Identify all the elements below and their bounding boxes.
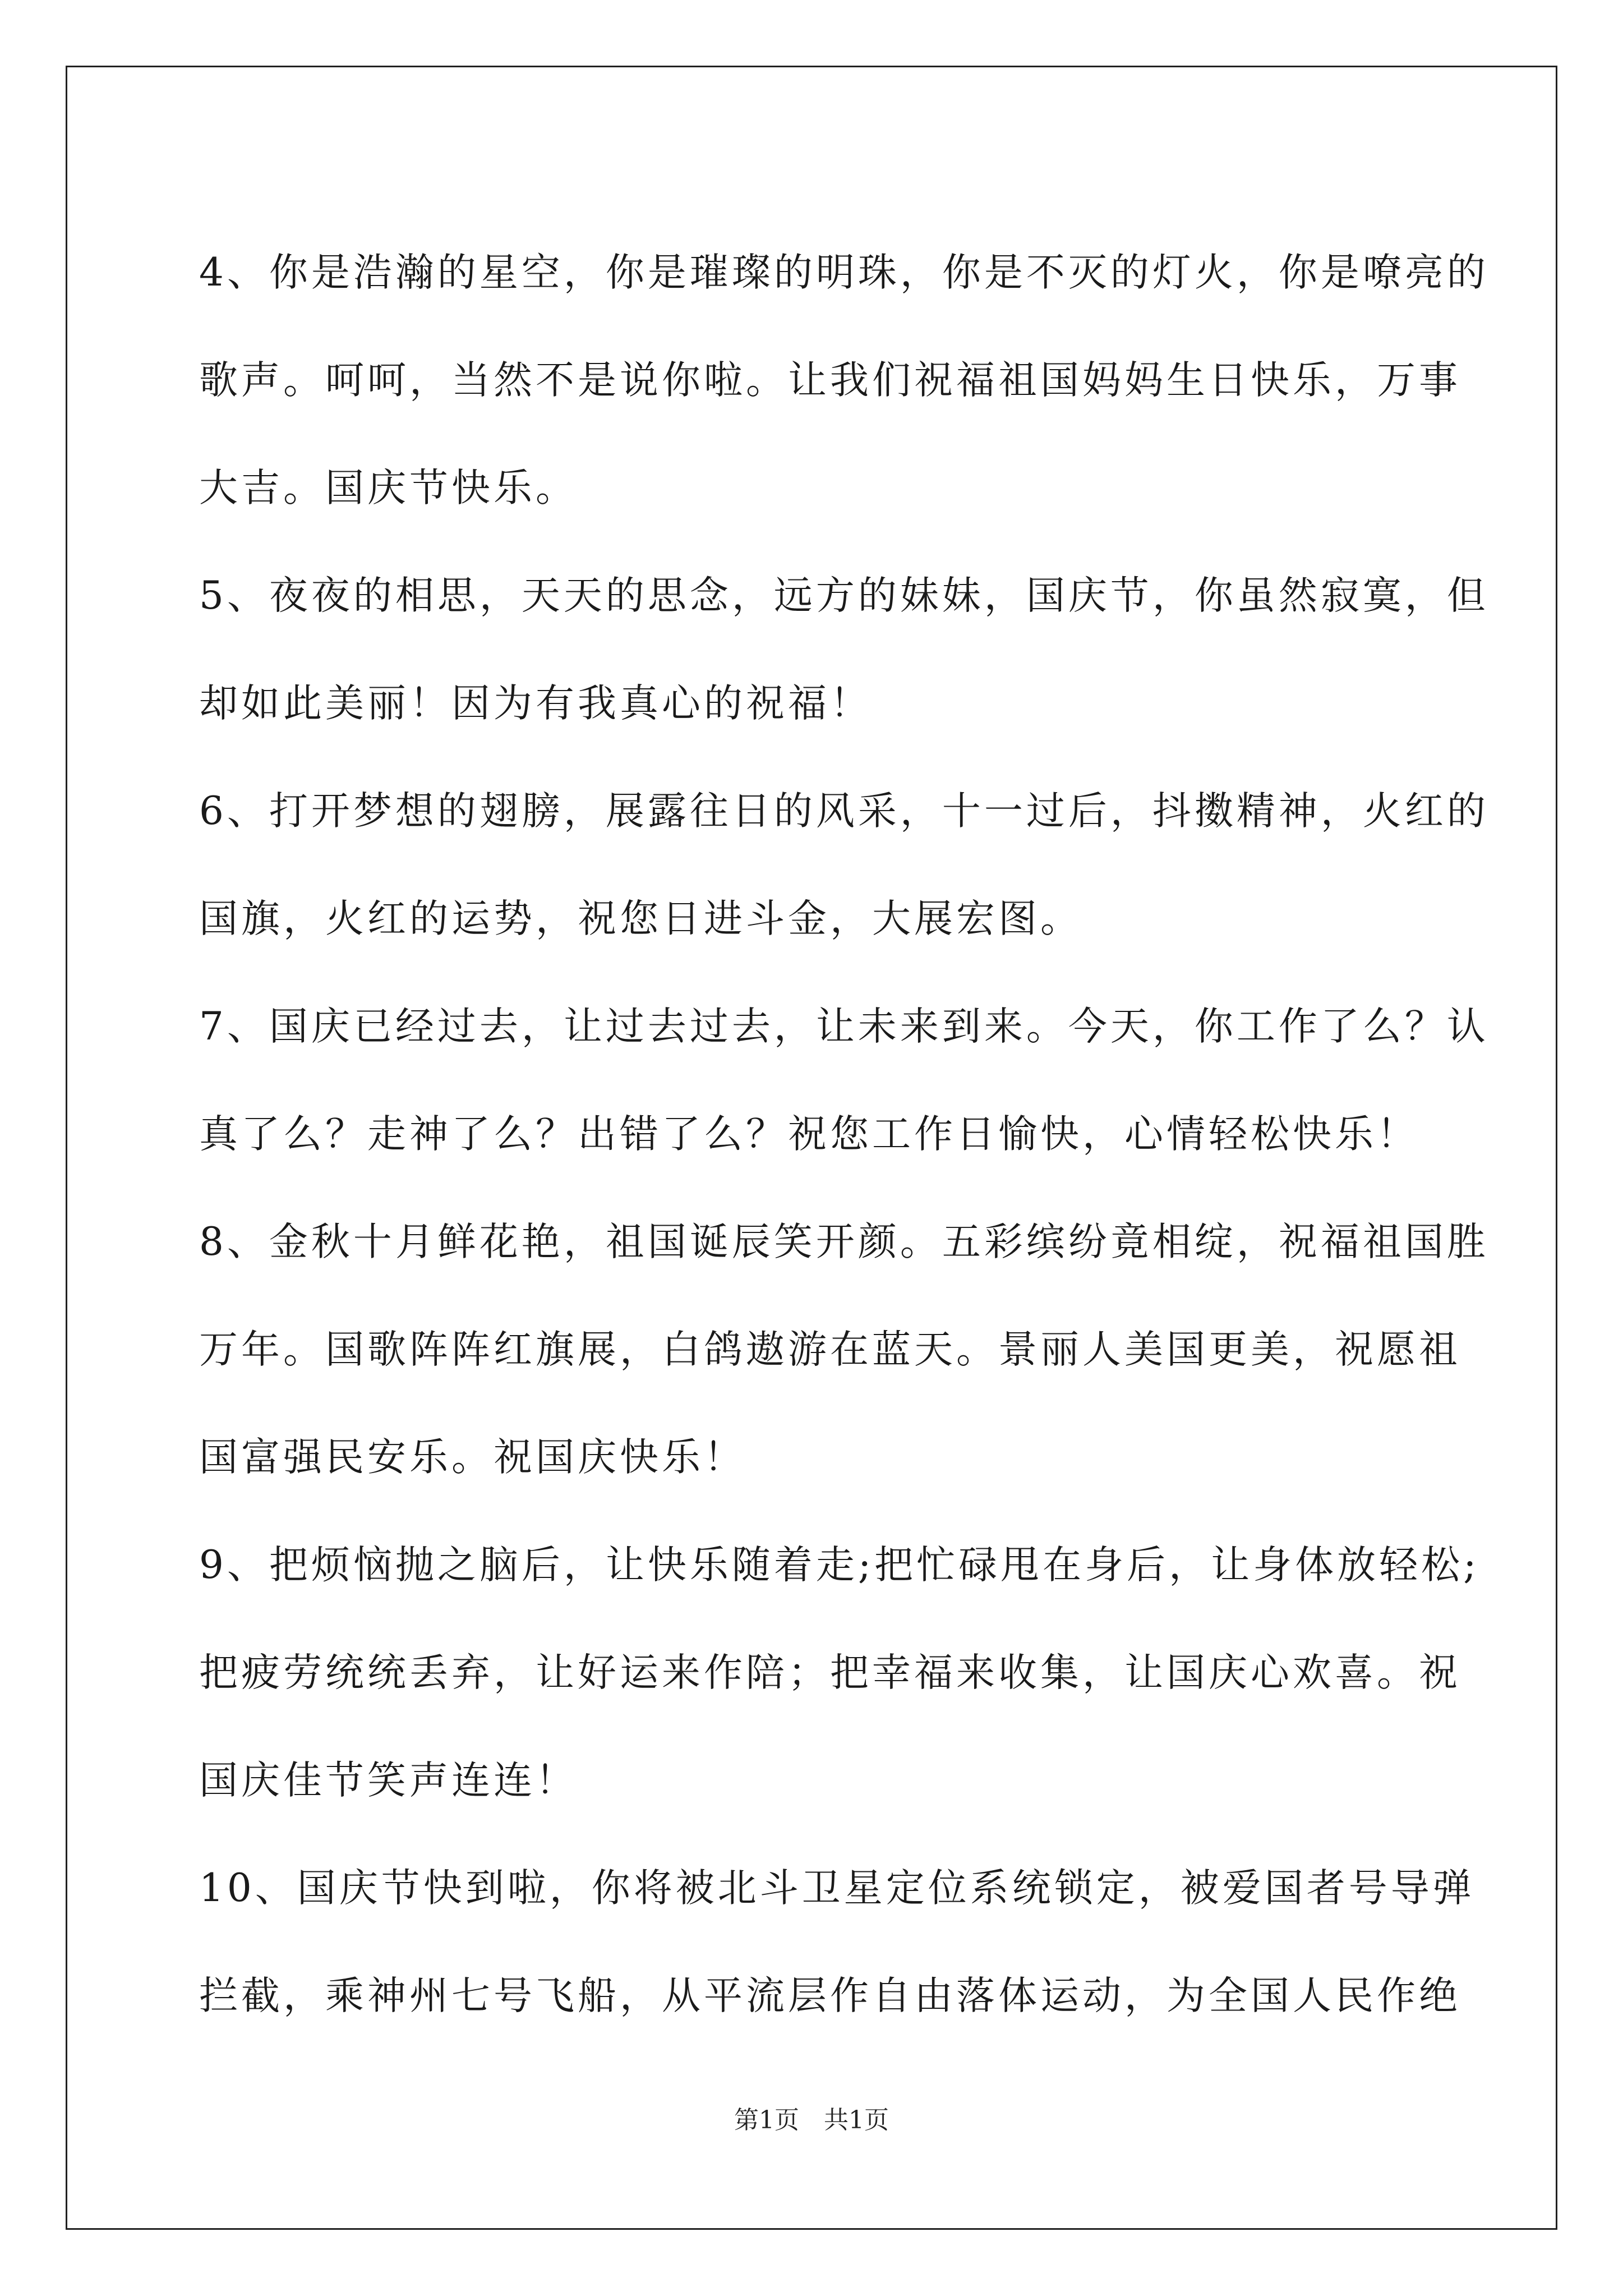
- paragraph-5: [199, 542, 1489, 757]
- text-line: 10、国庆节快到啦，你将被北斗卫星定位系统锁定，被爱国者号导弹: [199, 1866, 1475, 1911]
- text-line: 把疲劳统统丢弃，让好运来作陪；把幸福来收集，让国庆心欢喜。祝: [199, 1650, 1461, 1695]
- paragraph-4: [199, 219, 1489, 542]
- text-line: 万年。国歌阵阵红旗展，白鸽遨游在蓝天。景丽人美国更美，祝愿祖: [199, 1327, 1461, 1372]
- paragraph-9: [199, 1511, 1480, 1834]
- text-line: 拦截，乘神州七号飞船，从平流层作自由落体运动，为全国人民作绝: [199, 1973, 1461, 2018]
- text-line: 7、国庆已经过去，让过去过去，让未来到来。今天，你工作了么？认: [199, 1004, 1489, 1049]
- text-line: 5、夜夜的相思，天天的思念，远方的妹妹，国庆节，你虽然寂寞，但: [199, 573, 1489, 618]
- text-line: 国旗，火红的运势，祝您日进斗金，大展宏图。: [199, 896, 1082, 941]
- page-footer: [0, 2104, 1623, 2137]
- page-number: 第1页 共1页: [734, 2106, 889, 2134]
- document-body: [199, 219, 1489, 2050]
- text-line: 9、把烦恼抛之脑后，让快乐随着走;把忙碌甩在身后，让身体放轻松;: [199, 1543, 1480, 1588]
- text-line: 大吉。国庆节快乐。: [199, 466, 578, 510]
- text-line: 国庆佳节笑声连连！: [199, 1758, 578, 1803]
- text-line: 却如此美丽！因为有我真心的祝福！: [199, 681, 872, 726]
- paragraph-7: [199, 973, 1489, 1188]
- paragraph-8: [199, 1188, 1489, 1511]
- text-line: 4、你是浩瀚的星空，你是璀璨的明珠，你是不灭的灯火，你是嘹亮的: [199, 250, 1489, 295]
- text-line: 6、打开梦想的翅膀，展露往日的风采，十一过后，抖擞精神，火红的: [199, 789, 1489, 834]
- text-line: 真了么？走神了么？出错了么？祝您工作日愉快，心情轻松快乐！: [199, 1112, 1419, 1157]
- paragraph-6: [199, 757, 1489, 973]
- text-line: 国富强民安乐。祝国庆快乐！: [199, 1435, 746, 1480]
- text-line: 8、金秋十月鲜花艳，祖国诞辰笑开颜。五彩缤纷竟相绽，祝福祖国胜: [199, 1220, 1489, 1264]
- paragraph-10: [199, 1834, 1475, 2050]
- text-line: 歌声。呵呵，当然不是说你啦。让我们祝福祖国妈妈生日快乐，万事: [199, 358, 1461, 403]
